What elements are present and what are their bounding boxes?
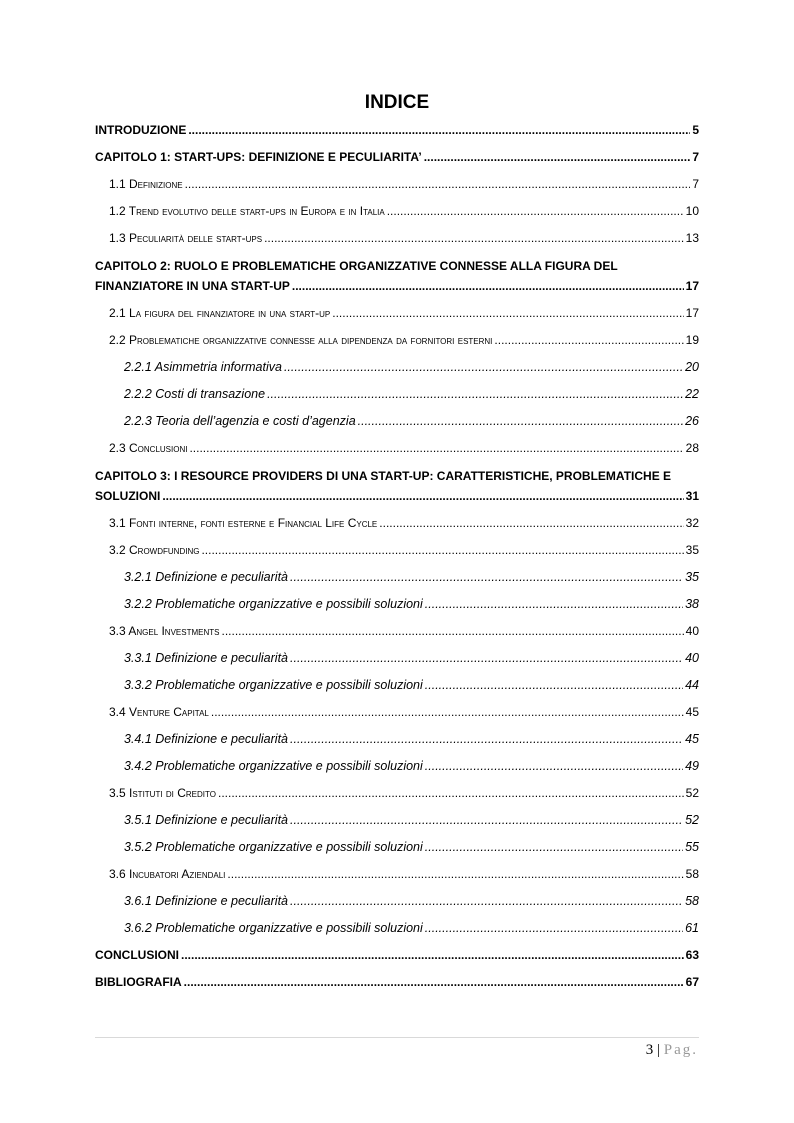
toc-entry-label: 3.4 Venture Capital (109, 705, 209, 719)
dot-leader (188, 123, 690, 137)
dot-leader (221, 624, 683, 638)
toc-entry-3-2-1[interactable] (124, 564, 699, 584)
toc-entry-page: 44 (685, 678, 699, 692)
toc-entry-1-3[interactable] (109, 225, 699, 245)
toc-entry-page: 38 (685, 597, 699, 611)
toc-entry-page: 26 (685, 414, 699, 428)
footer-divider (95, 1037, 699, 1038)
toc-entry-3-4-1[interactable] (124, 726, 699, 746)
toc-entry-page: 5 (692, 123, 699, 137)
dot-leader (211, 705, 684, 719)
toc-entry-1-1[interactable] (109, 171, 699, 191)
toc-entry-label: 3.3 Angel Investments (109, 624, 220, 638)
toc-entry-page: 52 (685, 786, 699, 800)
dot-leader (290, 651, 683, 665)
dot-leader (290, 732, 683, 746)
toc-entry-label: 1.3 Peculiarità delle start-ups (109, 231, 263, 245)
toc-entry-3-4[interactable] (109, 699, 699, 719)
toc-entry-page: 67 (685, 975, 699, 989)
toc-entry-1-2[interactable] (109, 198, 699, 218)
toc-entry-conclusioni[interactable] (95, 942, 699, 962)
dot-leader (267, 387, 683, 401)
toc-entry-page: 32 (685, 516, 699, 530)
page-title: INDICE (364, 92, 430, 113)
toc-entry-page: 10 (685, 204, 699, 218)
toc-entry-page: 40 (685, 624, 699, 638)
toc-entry-page: 13 (685, 231, 699, 245)
dot-leader (424, 150, 691, 164)
dot-leader (290, 813, 683, 827)
toc-entry-capitolo-1[interactable] (95, 144, 699, 164)
toc-entry-3-3-2[interactable] (124, 672, 699, 692)
dot-leader (425, 678, 683, 692)
toc-entry-3-6-2[interactable] (124, 915, 699, 935)
toc-entry-page: 63 (685, 948, 699, 962)
toc-entry-label: 3.5 Istituti di Credito (109, 786, 216, 800)
toc-entry-2-3[interactable] (109, 435, 699, 455)
dot-leader (218, 786, 684, 800)
toc-entry-label: 2.2.2 Costi di transazione (124, 387, 266, 401)
toc-entry-3-2[interactable] (109, 537, 699, 557)
toc-entry-page: 22 (685, 387, 699, 401)
dot-leader (425, 759, 683, 773)
toc-entry-capitolo-3[interactable] (95, 483, 699, 503)
toc-entry-3-3-1[interactable] (124, 645, 699, 665)
toc-entry-label: 3.2.1 Definizione e peculiarità (124, 570, 288, 584)
toc-entry-page: 49 (685, 759, 699, 773)
toc-entry-label: 3.4.1 Definizione e peculiarità (124, 732, 288, 746)
toc-entry-label: 2.3 Conclusioni (109, 441, 188, 455)
toc-entry-label: 3.3.1 Definizione e peculiarità (124, 651, 288, 665)
toc-entry-page: 31 (685, 489, 699, 503)
toc-entry-page: 7 (692, 177, 699, 191)
toc-entry-label: 1.2 Trend evolutivo delle start-ups in Europa e in Italia (109, 204, 385, 218)
toc-entry-label: 1.1 Definizione (109, 177, 183, 191)
toc-entry-label: SOLUZIONI (95, 489, 161, 503)
dot-leader (201, 543, 683, 557)
dot-leader (358, 414, 683, 428)
toc-entry-3-6-1[interactable] (124, 888, 699, 908)
dot-leader (425, 597, 683, 611)
toc-entry-page: 45 (685, 705, 699, 719)
toc-entry-label: CAPITOLO 1: START-UPS: DEFINIZIONE E PECULIARITA’ (95, 150, 422, 164)
toc-entry-capitolo-2[interactable] (95, 273, 699, 293)
page-footer (646, 1042, 698, 1059)
toc-entry-2-2-2[interactable] (124, 381, 699, 401)
toc-entry-label: 2.2.1 Asimmetria informativa (124, 360, 282, 374)
toc-entry-page: 40 (685, 651, 699, 665)
toc-entry-page: 55 (685, 840, 699, 854)
dot-leader (290, 570, 683, 584)
toc-entry-label: 3.6 Incubatori Aziendali (109, 867, 226, 881)
page-number: 3 (645, 1042, 654, 1058)
toc-entry-page: 45 (685, 732, 699, 746)
dot-leader (332, 306, 683, 320)
toc-entry-3-4-2[interactable] (124, 753, 699, 773)
toc-entry-page: 7 (692, 150, 699, 164)
toc-entry-2-2-3[interactable] (124, 408, 699, 428)
footer-separator: | (656, 1042, 660, 1058)
dot-leader (284, 360, 683, 374)
toc-entry-capitolo-3-line1[interactable]: CAPITOLO 3: I RESOURCE PROVIDERS DI UNA START-UP: CARATTERISTICHE, PROBLEMATICHE E (95, 469, 672, 483)
toc-entry-label: 3.5.2 Problematiche organizzative e possibili soluzioni (124, 840, 423, 854)
toc-entry-label: 3.3.2 Problematiche organizzative e possibili soluzioni (124, 678, 423, 692)
toc-entry-label: 3.2.2 Problematiche organizzative e possibili soluzioni (124, 597, 423, 611)
dot-leader (292, 279, 684, 293)
toc-entry-3-5-2[interactable] (124, 834, 699, 854)
toc-entry-capitolo-2-line1[interactable]: CAPITOLO 2: RUOLO E PROBLEMATICHE ORGANIZZATIVE CONNESSE ALLA FIGURA DEL (95, 259, 618, 273)
toc-entry-label: 3.5.1 Definizione e peculiarità (124, 813, 288, 827)
toc-entry-label: 3.1 Fonti interne, fonti esterne e Financial Life Cycle (109, 516, 378, 530)
toc-entry-3-5-1[interactable] (124, 807, 699, 827)
toc-entry-label: 2.2 Problematiche organizzative connesse alla dipendenza da fornitori esterni (109, 333, 493, 347)
dot-leader (181, 948, 684, 962)
dot-leader (185, 177, 691, 191)
toc-entry-3-5[interactable] (109, 780, 699, 800)
toc-entry-label: 3.6.1 Definizione e peculiarità (124, 894, 288, 908)
dot-leader (379, 516, 683, 530)
dot-leader (227, 867, 683, 881)
dot-leader (290, 894, 683, 908)
toc-entry-3-1[interactable] (109, 510, 699, 530)
toc-entry-page: 20 (685, 360, 699, 374)
toc-entry-label: 2.1 La figura del finanziatore in una start-up (109, 306, 331, 320)
dot-leader (425, 840, 683, 854)
toc-entry-introduzione[interactable] (95, 117, 699, 137)
toc-entry-3-3[interactable] (109, 618, 699, 638)
dot-leader (494, 333, 683, 347)
toc-entry-label: CONCLUSIONI (95, 948, 179, 962)
dot-leader (189, 441, 683, 455)
toc-entry-page: 17 (685, 279, 699, 293)
toc-entry-label: INTRODUZIONE (95, 123, 187, 137)
toc-entry-label: 3.2 Crowdfunding (109, 543, 200, 557)
dot-leader (387, 204, 684, 218)
toc-entry-3-2-2[interactable] (124, 591, 699, 611)
toc-entry-label: FINANZIATORE IN UNA START-UP (95, 279, 290, 293)
footer-page-word: Pag. (663, 1042, 698, 1058)
toc-entry-page: 58 (685, 867, 699, 881)
toc-entry-page: 35 (685, 543, 699, 557)
toc-entry-label: BIBLIOGRAFIA (95, 975, 182, 989)
toc-entry-3-6[interactable] (109, 861, 699, 881)
toc-entry-2-2-1[interactable] (124, 354, 699, 374)
toc-entry-page: 58 (685, 894, 699, 908)
dot-leader (264, 231, 684, 245)
toc-entry-page: 61 (685, 921, 699, 935)
toc-entry-label: 3.4.2 Problematiche organizzative e possibili soluzioni (124, 759, 423, 773)
toc-entry-page: 35 (685, 570, 699, 584)
toc-entry-label: 2.2.3 Teoria dell’agenzia e costi d’agenzia (124, 414, 356, 428)
toc-entry-page: 17 (685, 306, 699, 320)
toc-entry-page: 19 (685, 333, 699, 347)
toc-entry-bibliografia[interactable] (95, 969, 699, 989)
dot-leader (162, 489, 683, 503)
toc-entry-2-2[interactable] (109, 327, 699, 347)
dot-leader (184, 975, 684, 989)
toc-entry-2-1[interactable] (109, 300, 699, 320)
toc-entry-page: 52 (685, 813, 699, 827)
toc-entry-label: 3.6.2 Problematiche organizzative e possibili soluzioni (124, 921, 423, 935)
toc-entry-page: 28 (685, 441, 699, 455)
dot-leader (425, 921, 683, 935)
